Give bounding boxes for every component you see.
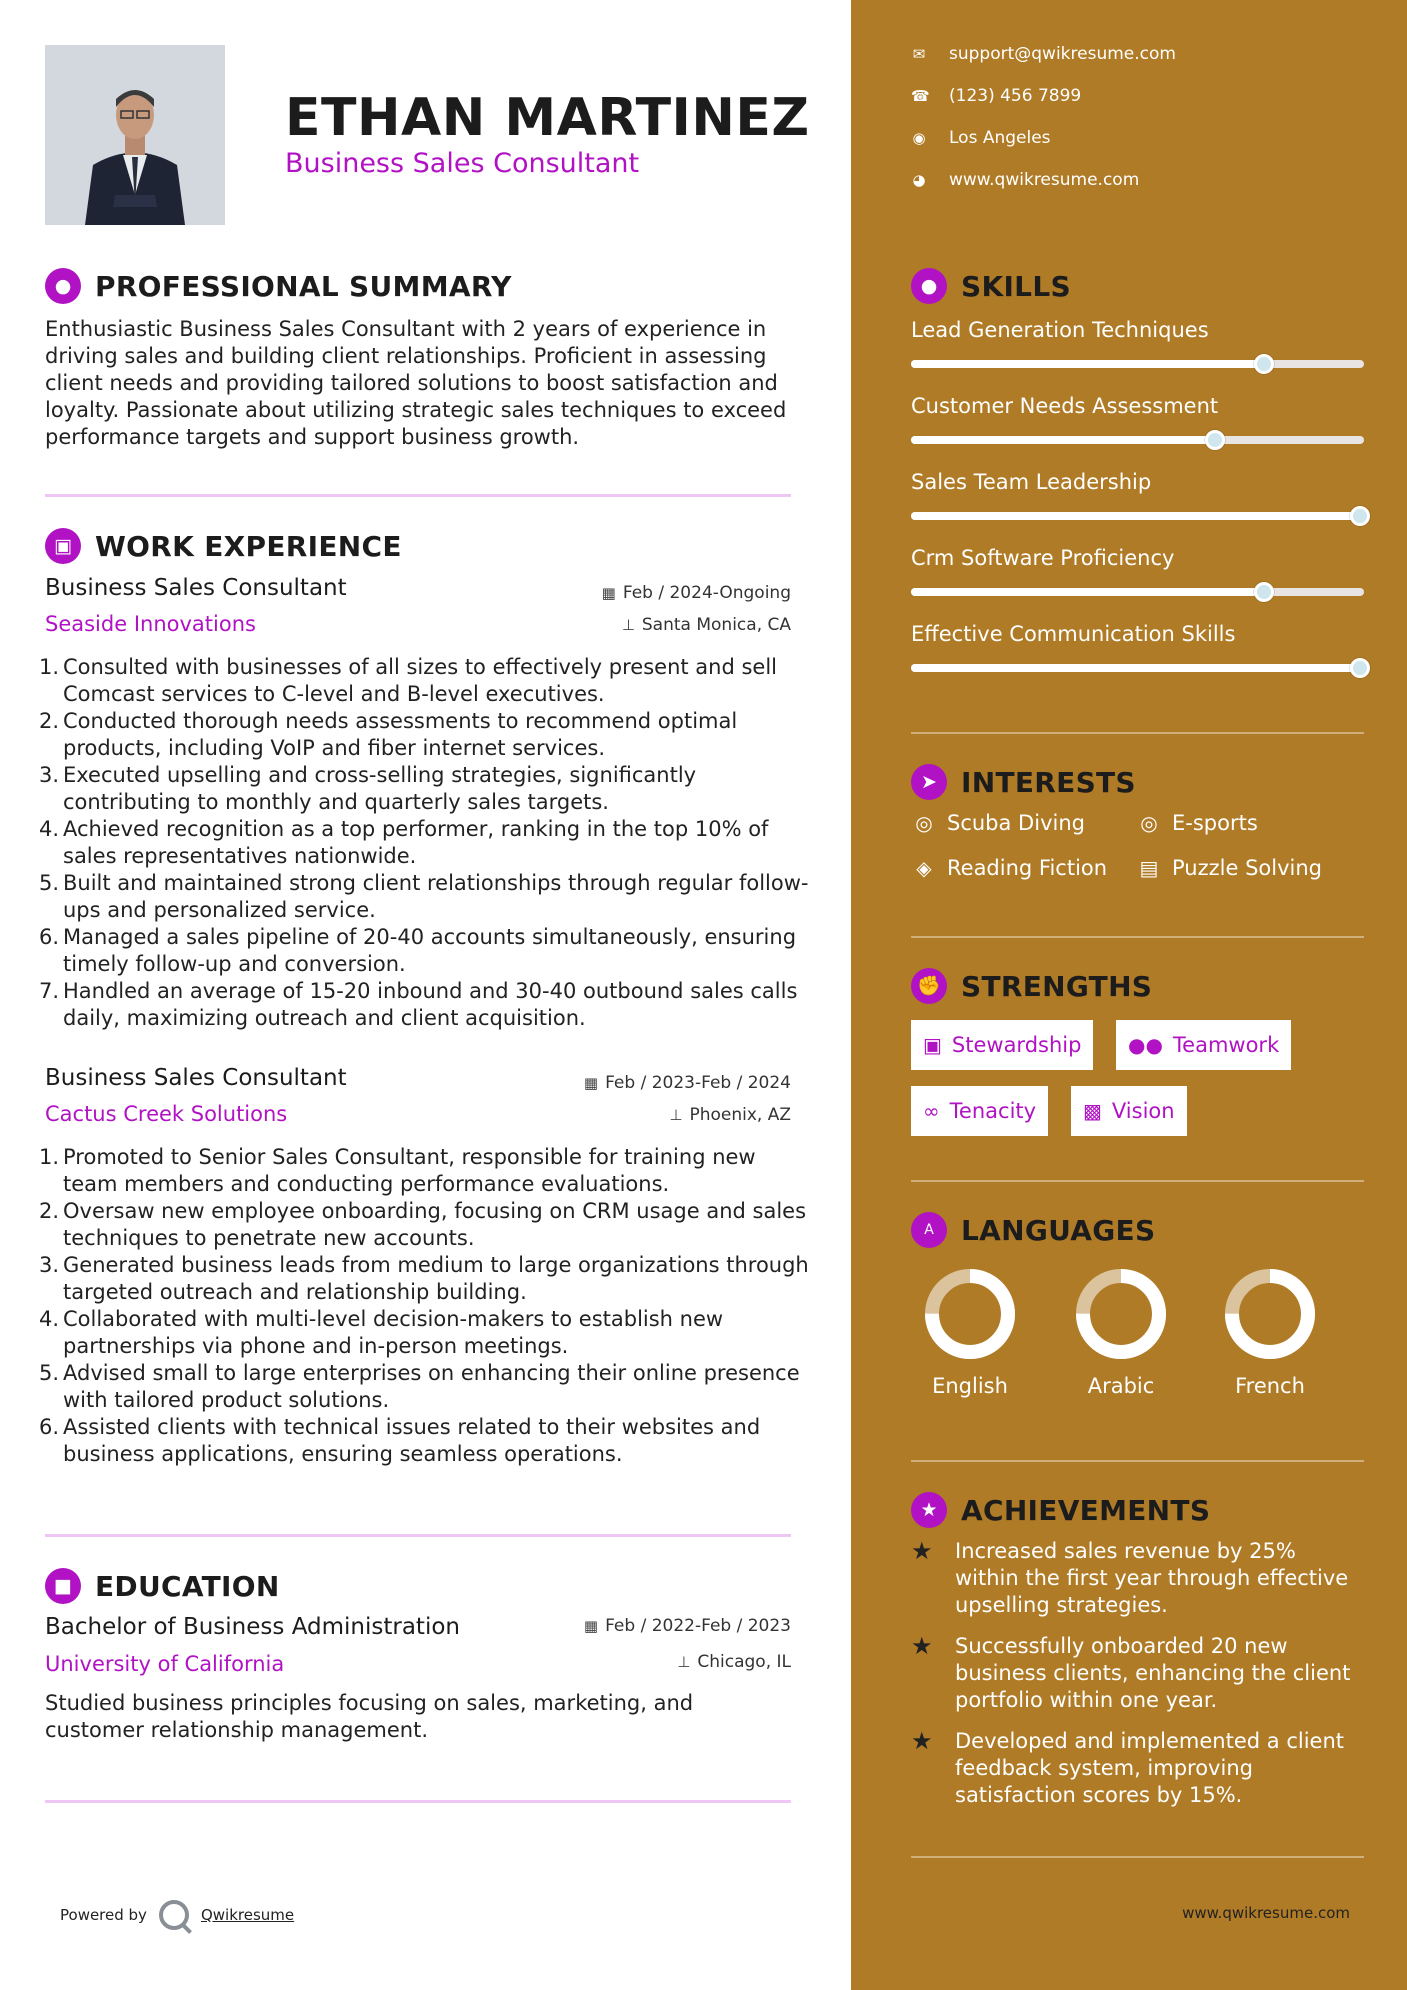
school-name: University of California [45,1652,285,1676]
powered-by-label: Powered by [60,1906,147,1924]
location-pin-icon: ◉ [912,129,926,147]
section-divider [911,1856,1364,1858]
education-dates [584,1616,791,1636]
strength-chip: ▩ Vision [1071,1086,1187,1136]
job-bullets [39,1144,815,1468]
section-divider [911,732,1364,734]
education-dates-text: Feb / 2022-Feb / 2023 [605,1616,791,1636]
contact-email[interactable] [911,44,1176,64]
strengths-heading [911,968,1152,1004]
star-icon: ★ [911,1632,933,1660]
skill-label: Customer Needs Assessment [911,394,1219,418]
job-location-text: Santa Monica, CA [641,615,791,635]
pin-icon: ⊥ [669,1106,683,1124]
list-item: 6. Managed a sales pipeline of 20-40 accounts simultaneously, ensuring timely follow-up and conversion. [39,925,797,976]
list-item: 3. Executed upselling and cross-selling strategies, significantly contributing to monthly and quarterly sales targets. [39,763,697,814]
skill-bar [911,360,1364,368]
contact-phone[interactable] [911,86,1081,106]
globe-icon: ◕ [912,171,926,189]
pin-icon: ⊥ [621,616,635,634]
languages-heading [911,1212,1155,1248]
skill-bar-fill [911,588,1264,596]
strengths-title: STRENGTHS [961,969,1153,1003]
interest-item: ▤ Puzzle Solving [1136,856,1322,880]
list-item: 6. Assisted clients with technical issues related to their websites and business applications, ensuring seamless operations. [39,1415,761,1466]
job-dates-text: Feb / 2024-Ongoing [622,583,791,603]
skills-heading [911,268,1071,304]
contact-website[interactable] [911,170,1139,190]
interests-title: INTERESTS [961,765,1136,799]
summary-text: Enthusiastic Business Sales Consultant with 2 years of experience in driving sales and building client relationships. Proficient in assessing client needs and providing tailored solutions to boost satisfaction and loyalty. Passionate about utilizing strategic sales techniques to exceed performance targets and support business growth. [45,317,787,449]
users-icon: ●● [1128,1033,1163,1057]
summary-title: PROFESSIONAL SUMMARY [95,269,512,303]
job-dates [602,583,791,603]
strength-chip: ∞ Tenacity [911,1086,1048,1136]
candidate-role: Business Sales Consultant [285,148,640,179]
skill-label: Effective Communication Skills [911,622,1236,646]
job-dates-text: Feb / 2023-Feb / 2024 [605,1073,791,1093]
binoculars-icon: ▩ [1083,1099,1102,1123]
skill-label: Lead Generation Techniques [911,318,1209,342]
languages-title: LANGUAGES [961,1213,1156,1247]
envelope-icon: ✉ [912,45,926,63]
list-item: 5. Built and maintained strong client relationships through regular follow-ups and personalized service. [39,871,809,922]
achievement-item: ★ Increased sales revenue by 25% within the first year through effective upselling strategies. [911,1537,1349,1617]
gamepad-icon: ◈ [916,856,932,880]
experience-heading [45,528,402,564]
achievement-item: ★ Developed and implemented a client feedback system, improving satisfaction scores by 15%. [911,1727,1345,1807]
skill-bar-knob [1350,506,1370,526]
experience-title: WORK EXPERIENCE [95,529,402,563]
fist-icon: ✊ [911,968,947,1004]
link-icon: ∞ [923,1099,940,1123]
skill-bar-knob [1205,430,1225,450]
achievements-title: ACHIEVEMENTS [961,1493,1211,1527]
contact-location [911,128,1051,148]
graduation-icon: ■ [45,1568,81,1604]
section-divider [911,936,1364,938]
language-label: English [932,1374,1008,1398]
interests-heading [911,764,1136,800]
education-location-text: Chicago, IL [697,1652,791,1672]
job-location [622,615,791,635]
education-heading [45,1568,280,1604]
section-divider [911,1180,1364,1182]
paper-plane-icon: ➤ [911,764,947,800]
calendar-icon: ▦ [583,1074,599,1092]
skill-bar-fill [911,512,1364,520]
language-item [1220,1266,1320,1398]
list-item: 3. Generated business leads from medium to large organizations through targeted outreach and relationship building. [39,1253,809,1304]
skills-title: SKILLS [961,269,1071,303]
job-bullets [39,654,815,1032]
language-donut [1073,1266,1169,1362]
skill-bar [911,664,1364,672]
skill-bar [911,436,1364,444]
section-divider [45,1534,791,1537]
section-divider [45,494,791,497]
list-item: 1. Consulted with businesses of all sizes to effectively present and sell Comcast services to C-level and B-level executives. [39,655,777,706]
powered-by [60,1900,294,1930]
profile-photo [45,45,225,225]
list-item: 4. Achieved recognition as a top performer, ranking in the top 10% of sales representatives nationwide. [39,817,769,868]
interest-item: ◎ E-sports [1136,811,1258,835]
language-label: Arabic [1087,1374,1155,1398]
section-divider [911,1460,1364,1462]
lifebuoy-icon: ◎ [915,811,933,835]
list-item: 2. Oversaw new employee onboarding, focusing on CRM usage and sales techniques to penetrate new accounts. [39,1199,807,1250]
education-description: Studied business principles focusing on sales, marketing, and customer relationship management. [45,1691,694,1742]
education-location [677,1652,791,1672]
list-item: 4. Collaborated with multi-level decision-makers to establish new partnerships via phone and in-person meetings. [39,1307,724,1358]
skill-bar-fill [911,664,1364,672]
degree-title: Bachelor of Business Administration [45,1614,460,1640]
job-company: Cactus Creek Solutions [45,1102,288,1126]
job-dates [584,1073,791,1093]
summary-heading [45,268,512,304]
list-item: 2. Conducted thorough needs assessments to recommend optimal products, including VoIP and fiber internet services. [39,709,738,760]
skill-label: Crm Software Proficiency [911,546,1175,570]
brand-link[interactable]: Qwikresume [200,1906,295,1924]
list-item: 7. Handled an average of 15-20 inbound and 30-40 outbound sales calls daily, maximizing outreach and client acquisition. [39,979,798,1030]
job-title: Business Sales Consultant [45,575,347,601]
language-donut [922,1266,1018,1362]
language-label: French [1235,1374,1305,1398]
calendar-icon: ▦ [583,1617,599,1635]
phone-icon: ☎ [911,87,930,105]
achievement-item: ★ Successfully onboarded 20 new business clients, enhancing the client portfolio within one year. [911,1632,1351,1712]
job-company: Seaside Innovations [45,612,256,636]
contact-website-text: www.qwikresume.com [949,170,1140,190]
skill-bar [911,512,1364,520]
interest-item: ◎ Scuba Diving [911,811,1085,835]
translate-icon: A [911,1212,947,1248]
list-item: 1. Promoted to Senior Sales Consultant, responsible for training new team members and conducting performance evaluations. [39,1145,756,1196]
book-icon: ▤ [1139,856,1159,880]
job-location-text: Phoenix, AZ [689,1105,791,1125]
section-divider [45,1800,791,1803]
footer-site[interactable]: www.qwikresume.com [1182,1904,1350,1922]
skill-bar-fill [911,436,1215,444]
contact-email-text: support@qwikresume.com [949,44,1176,64]
job-title: Business Sales Consultant [45,1065,347,1091]
candidate-name: ETHAN MARTINEZ [285,88,810,148]
qwikresume-logo-icon [159,1900,189,1930]
user-icon: ● [45,268,81,304]
language-item [1071,1266,1171,1398]
skill-bar-knob [1350,658,1370,678]
language-item [920,1266,1020,1398]
chair-icon: ▣ [45,528,81,564]
strength-chip: ●● Teamwork [1116,1020,1291,1070]
contact-phone-text: (123) 456 7899 [949,86,1082,106]
lightbulb-icon: ● [911,268,947,304]
skill-label: Sales Team Leadership [911,470,1152,494]
education-title: EDUCATION [95,1569,280,1603]
lifebuoy-icon: ◎ [1140,811,1158,835]
contact-location-text: Los Angeles [949,128,1051,148]
star-icon: ★ [911,1537,933,1565]
achievements-heading [911,1492,1210,1528]
skill-bar [911,588,1364,596]
strength-chip: ▣ Stewardship [911,1020,1093,1070]
pin-icon: ⊥ [677,1653,691,1671]
language-donut [1222,1266,1318,1362]
briefcase-icon: ▣ [923,1033,942,1057]
list-item: 5. Advised small to large enterprises on enhancing their online presence with tailored product solutions. [39,1361,800,1412]
skill-bar-fill [911,360,1264,368]
calendar-icon: ▦ [601,584,616,602]
star-badge-icon: ★ [911,1492,947,1528]
job-location [669,1105,791,1125]
interest-item: ◈ Reading Fiction [911,856,1107,880]
star-icon: ★ [911,1727,933,1755]
